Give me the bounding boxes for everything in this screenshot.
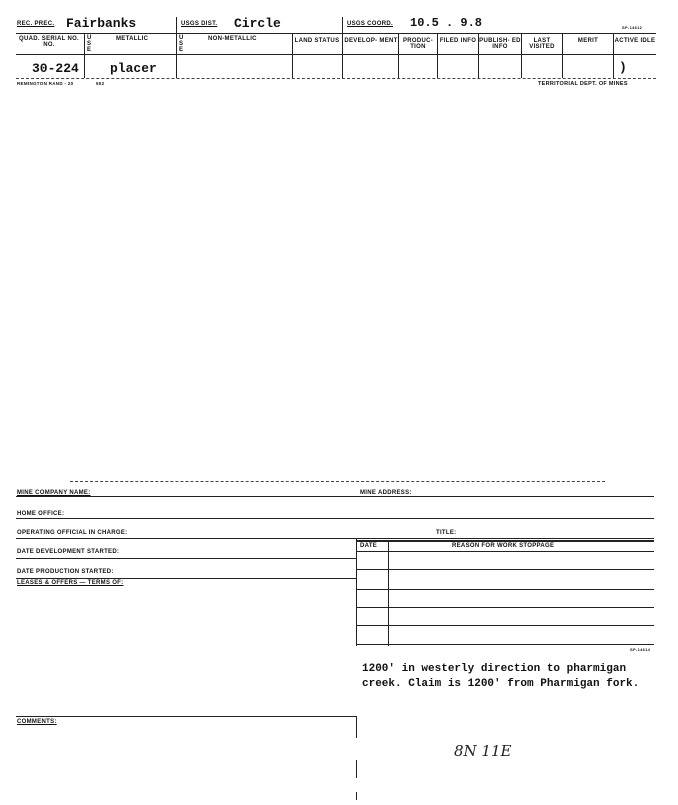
footer-left-code: 502 bbox=[96, 81, 105, 86]
usgs-coord-label: USGS COORD. bbox=[347, 21, 393, 27]
usgs-dist-label: USGS DIST. bbox=[181, 21, 218, 27]
handwritten-note: 8N 11E bbox=[454, 742, 512, 760]
typed-note bbox=[362, 662, 639, 692]
col-metallic: METALLIC bbox=[116, 36, 149, 42]
leases-offers-label: LEASES & OFFERS — TERMS OF: bbox=[17, 580, 124, 586]
col-production: PRODUC- TION bbox=[402, 38, 434, 50]
title-label: TITLE: bbox=[436, 530, 457, 536]
typed-note-line-1: 1200' in westerly direction to pharmigan bbox=[362, 663, 627, 675]
col-use-metallic: U S E bbox=[87, 35, 92, 53]
col-filed-info: FILED INFO bbox=[439, 38, 477, 44]
col-use-nonmetallic: U S E bbox=[179, 35, 184, 53]
rec-prec-value: Fairbanks bbox=[66, 16, 137, 31]
stoppage-reason-header: REASON FOR WORK STOPPAGE bbox=[452, 543, 555, 549]
footer-right: TERRITORIAL DEPT. OF MINES bbox=[538, 81, 628, 87]
date-development-label: DATE DEVELOPMENT STARTED: bbox=[17, 549, 120, 555]
comments-label: COMMENTS: bbox=[17, 719, 57, 725]
footer-left: REMINGTON RAND - 20 bbox=[17, 81, 74, 86]
form-number-top: SP-14612 bbox=[622, 25, 643, 30]
usgs-coord-value: 10.5 . 9.8 bbox=[410, 16, 483, 30]
form-number-bottom: SP-14614 bbox=[630, 647, 651, 652]
usgs-dist-value: Circle bbox=[234, 16, 281, 31]
col-non-metallic: NON-METALLIC bbox=[208, 36, 257, 42]
col-quad-serial: QUAD. SERIAL NO. NO. bbox=[18, 36, 80, 48]
date-production-label: DATE PRODUCTION STARTED: bbox=[17, 569, 114, 575]
col-last-visited: LAST VISITED bbox=[529, 38, 555, 50]
row-active-idle: ) bbox=[619, 60, 627, 75]
rec-prec-label: REC. PREC. bbox=[17, 21, 55, 27]
col-development: DEVELOP- MENT bbox=[344, 38, 398, 44]
home-office-label: HOME OFFICE: bbox=[17, 511, 65, 517]
row-quad-serial: 30-224 bbox=[32, 61, 79, 76]
mine-company-name-label: MINE COMPANY NAME: bbox=[17, 490, 91, 496]
col-active-idle: ACTIVE IDLE bbox=[614, 38, 656, 44]
mine-address-label: MINE ADDRESS: bbox=[360, 490, 412, 496]
stoppage-date-header: DATE bbox=[360, 543, 378, 549]
col-published-info: PUBLISH- ED INFO bbox=[479, 38, 521, 50]
col-land-status: LAND STATUS bbox=[294, 38, 340, 44]
operating-official-label: OPERATING OFFICIAL IN CHARGE: bbox=[17, 530, 128, 536]
typed-note-line-2: creek. Claim is 1200' from Pharmigan fork. bbox=[362, 678, 640, 690]
col-merit: MERIT bbox=[577, 38, 599, 44]
row-metallic: placer bbox=[110, 61, 157, 76]
